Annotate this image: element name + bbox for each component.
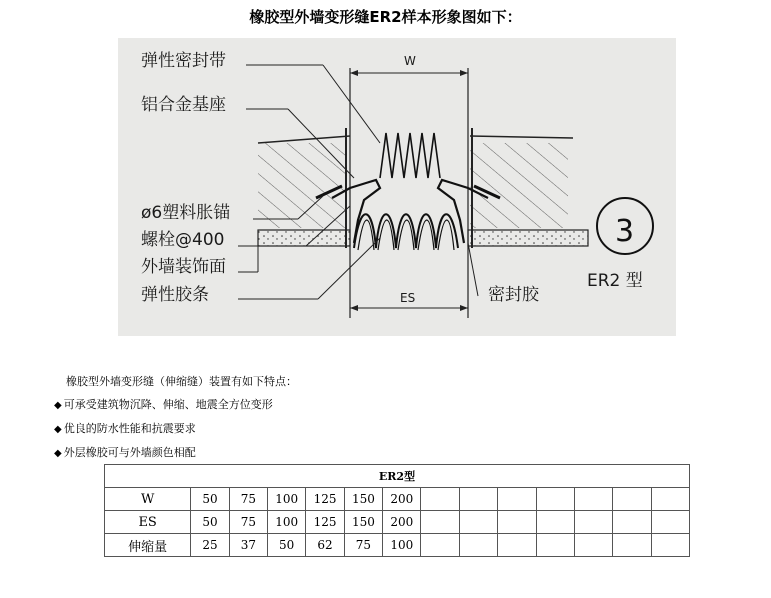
feature-text: 优良的防水性能和抗震要求 [63, 422, 196, 435]
table-row [105, 511, 690, 534]
sealing-strip-label: 弹性密封带 [141, 51, 226, 71]
feature-intro: 橡胶型外墙变形缝（伸缩缝）装置有如下特点： [66, 375, 297, 388]
feature-text: 可承受建筑物沉降、伸缩、地震全方位变形 [63, 398, 273, 411]
table-cell [651, 488, 689, 511]
table-cell [613, 511, 651, 534]
feature-text: 外层橡胶可与外墙颜色相配 [63, 446, 196, 459]
table-cell [459, 488, 497, 511]
bullet-icon: ◆ [54, 424, 62, 435]
facade-label: 外墙装饰面 [141, 257, 226, 277]
type-label: ER2 型 [587, 271, 643, 291]
table-cell [536, 488, 574, 511]
table-cell [651, 511, 689, 534]
table-cell: 25 [191, 534, 229, 557]
table-cell [651, 534, 689, 557]
table-cell: 50 [191, 488, 229, 511]
table-cell [574, 511, 612, 534]
table-caption: ER2型 [105, 465, 690, 488]
table-cell [421, 488, 459, 511]
anchor-label: ø6塑料胀锚 [141, 203, 231, 223]
left-facade-layer [258, 230, 350, 246]
bullet-icon: ◆ [54, 400, 62, 411]
table-cell: 50 [191, 511, 229, 534]
table-cell: 37 [229, 534, 267, 557]
right-facade-layer [468, 230, 588, 246]
bullet-icon: ◆ [54, 448, 62, 459]
table-cell [421, 511, 459, 534]
table-cell: 75 [229, 511, 267, 534]
row-header: 伸缩量 [105, 534, 191, 557]
table-cell [459, 511, 497, 534]
table-cell [574, 534, 612, 557]
table-cell [613, 534, 651, 557]
table-cell: 150 [344, 511, 382, 534]
table-cell: 50 [268, 534, 306, 557]
rubber-strip-label: 弹性胶条 [141, 285, 209, 305]
table-cell: 100 [268, 488, 306, 511]
table-cell [498, 488, 536, 511]
table-row [105, 488, 690, 511]
table-cell: 75 [344, 534, 382, 557]
sealing-strip [380, 133, 440, 178]
table-cell: 75 [229, 488, 267, 511]
table-cell [574, 488, 612, 511]
spec-table [104, 464, 690, 557]
table-cell: 100 [268, 511, 306, 534]
alloy-base-label: 铝合金基座 [141, 95, 226, 115]
table-cell: 100 [383, 534, 421, 557]
bolt-label: 螺栓@400 [141, 230, 225, 250]
table-cell: 200 [383, 488, 421, 511]
table-cell: 200 [383, 511, 421, 534]
w-dimension-label: W [404, 54, 416, 68]
right-wall [470, 143, 568, 228]
table-cell [536, 534, 574, 557]
table-cell: 150 [344, 488, 382, 511]
table-cell: 125 [306, 511, 344, 534]
table-cell [498, 511, 536, 534]
table-cell [536, 511, 574, 534]
rubber-strip [354, 214, 458, 248]
table-cell [498, 534, 536, 557]
page-title: 橡胶型外墙变形缝ER2样本形象图如下： [249, 8, 522, 26]
row-header: W [105, 488, 191, 511]
sealant-label: 密封胶 [488, 285, 539, 305]
table-cell: 62 [306, 534, 344, 557]
table-row [105, 534, 690, 557]
row-header: ES [105, 511, 191, 534]
joint-drawing [118, 38, 676, 336]
table-cell [613, 488, 651, 511]
feature-item [54, 396, 273, 412]
feature-item [54, 420, 196, 436]
table-cell: 125 [306, 488, 344, 511]
feature-item [54, 444, 196, 460]
table-cell [459, 534, 497, 557]
detail-number: 3 [615, 214, 635, 249]
table-cell [421, 534, 459, 557]
es-dimension-label: ES [400, 291, 416, 305]
joint-section-diagram [118, 38, 676, 336]
